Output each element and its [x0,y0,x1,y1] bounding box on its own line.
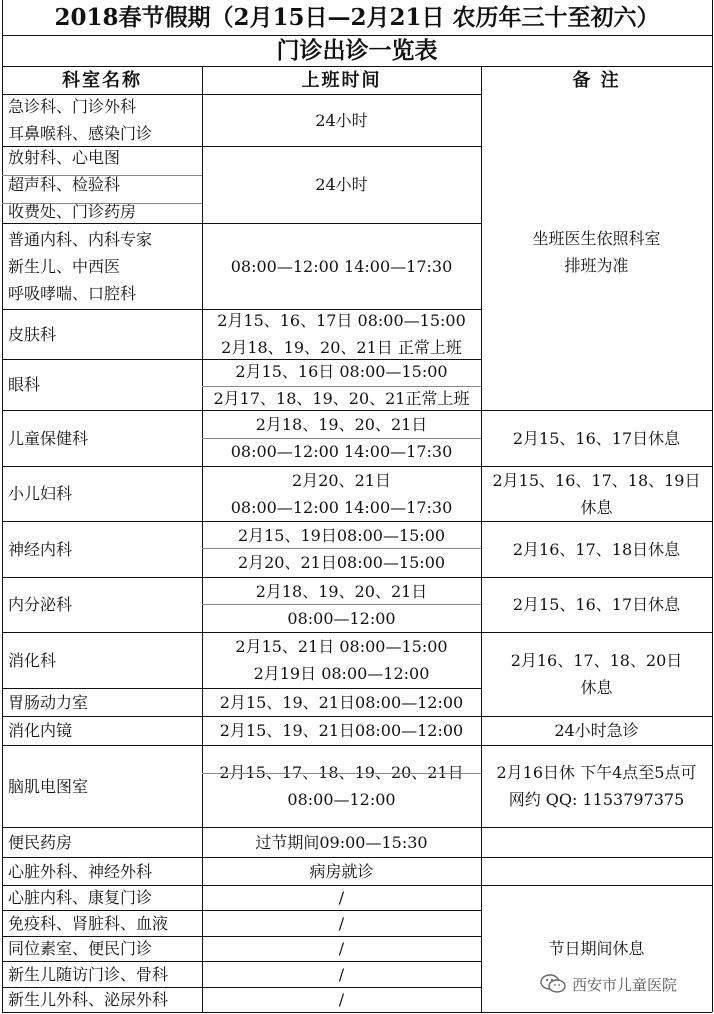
table-rule [2,936,481,937]
hours-cell [202,910,481,936]
table-rule [2,203,202,204]
dept-cell-line: 新生儿、中西医 [8,256,121,276]
table-rule [2,309,481,310]
dept-cell-line: 心脏外科、神经外科 [8,861,153,881]
hours-cell [202,745,481,827]
notes-cell-line: 网约 QQ: 1153797375 [508,790,685,809]
table-rule [2,716,481,717]
hours-cell [202,857,481,885]
table-rule [2,35,712,36]
dept-cell-line: 便民药房 [8,832,73,852]
notes-cell-line: 2月15、16、17日休息 [512,595,681,614]
notes-cell [481,745,712,827]
dept-cell [2,521,202,577]
dept-cell [2,688,202,716]
hours-cell-line: 2月20、21日08:00—15:00 [237,553,446,572]
hours-cell-line: 2月18、19、20、21日 [255,581,428,601]
table-rule [2,632,481,633]
table-rule [481,885,712,886]
dept-cell-line: 普通内科、内科专家 [8,229,153,249]
table-rule [2,410,481,411]
hours-cell [202,223,481,309]
table-rule [202,604,481,605]
header-hours-line: 上班时间 [301,69,382,91]
hours-cell-line: / [338,888,345,907]
table-rule [481,716,712,717]
table-rule [481,827,712,828]
hours-cell-line: 2月15、17、18、19、20、21日 [219,763,464,782]
dept-cell-line: 内分泌科 [8,595,73,614]
dept-cell [2,309,202,359]
hours-cell [202,521,481,577]
dept-cell [2,146,202,223]
table-rule [481,66,482,1012]
notes-merged-digestive [481,632,712,716]
hours-cell-line: 2月18、19、20、21日 正常上班 [221,338,462,357]
hours-cell-line: 08:00—12:00 14:00—17:30 [230,256,453,276]
dept-cell [2,359,202,410]
hours-cell-line: 08:00—12:00 14:00—17:30 [230,442,453,461]
hours-cell [202,936,481,961]
dept-cell-line: 脑肌电图室 [8,776,89,796]
table-rule [2,857,481,858]
hours-cell [202,987,481,1012]
table-rule [2,885,481,886]
dept-cell [2,827,202,857]
hours-cell [202,827,481,857]
table-rule [481,745,712,746]
hours-cell-line: 2月15、19日08:00—15:00 [237,526,446,545]
hours-cell-line: 2月17、18、19、20、21正常上班 [213,388,470,408]
hours-cell-line: 2月20、21日 [292,470,391,490]
dept-cell [2,94,202,146]
dept-cell-line: 同位素室、便民门诊 [8,939,153,958]
dept-cell [2,632,202,688]
table-rule [2,827,481,828]
dept-cell-line: 神经内科 [8,539,73,559]
table-rule [2,688,481,689]
hours-cell-line: 08:00—12:00 [287,608,396,628]
hours-cell [202,94,481,146]
watermark-text: 西安市儿童医院 [572,976,678,994]
table-rule [202,438,481,439]
table-rule [2,66,712,67]
dept-cell-line: 超声科、检验科 [8,175,121,194]
table-rule [2,521,481,522]
table-rule [481,632,712,633]
dept-cell-line: 眼科 [8,375,41,394]
dept-cell-line: 急诊科、门诊外科 [8,97,137,116]
wechat-icon [540,974,566,994]
hours-cell [202,359,481,410]
table-rule [202,548,481,549]
hours-cell-line: 24小时 [315,110,368,130]
dept-cell [2,987,202,1012]
dept-cell [2,885,202,910]
notes-merged-duty [481,94,712,410]
dept-cell [2,716,202,745]
table-rule [2,94,481,95]
table-rule [481,466,712,467]
hours-cell [202,466,481,521]
table-rule [481,577,712,578]
notes-cell [481,410,712,466]
dept-cell [2,223,202,309]
hours-cell [202,961,481,987]
notes-cell [481,716,712,745]
hours-cell-line: 2月19日 08:00—12:00 [253,664,430,683]
table-rule [2,146,481,147]
table-rule [712,0,713,1012]
hours-cell-line: 2月18、19、20、21日 [255,415,428,434]
dept-cell-line: 消化科 [8,650,57,670]
hours-cell [202,716,481,745]
dept-cell-line: 胃肠动力室 [8,692,89,712]
dept-cell [2,466,202,521]
table-rule [2,466,481,467]
table-rule [2,987,481,988]
table-rule [2,745,481,746]
watermark [540,973,677,995]
table-rule [202,66,203,1012]
header-dept [2,66,202,94]
hours-cell-line: 08:00—12:00 14:00—17:30 [230,497,453,517]
page-subtitle: 门诊出诊一览表 [276,37,438,64]
notes-cell-line: 2月16日休 下午4点至5点可 [496,763,697,782]
hours-cell-line: / [338,990,345,1009]
notes-merged-duty-line: 排班为准 [564,256,629,275]
dept-cell-line: 收费处、门诊药房 [8,202,137,221]
dept-cell [2,577,202,632]
table-rule [202,773,481,774]
page-title: 2018春节假期（2月15日—2月21日 农历年三十至初六） [54,4,660,31]
notes-cell-line: 2月15、16、17日休息 [512,428,681,448]
notes-merged-digestive-line: 2月16、17、18、20日 [510,651,683,670]
dept-cell-line: 消化内镜 [8,721,73,740]
notes-merged-duty-line: 坐班医生依照科室 [532,229,661,248]
header-hours [202,66,481,94]
dept-cell-line: 放射科、心电图 [8,148,121,167]
notes-merged-digestive-line: 休息 [580,678,613,697]
notes-cell [481,521,712,577]
dept-cell [2,745,202,827]
notes-cell [481,577,712,632]
dept-cell-line: 呼吸哮喘、口腔科 [8,283,137,303]
header-notes-line: 备 注 [572,69,621,91]
dept-cell [2,936,202,961]
dept-cell [2,410,202,466]
dept-cell-line: 免疫科、肾脏科、血液 [8,913,169,933]
notes-cell-line: 2月15、16、17、18、19日 [492,470,701,490]
dept-cell [2,910,202,936]
hours-cell [202,309,481,359]
hours-cell [202,146,481,223]
hours-cell-line: 2月15、19、21日08:00—12:00 [219,692,464,712]
table-rule [481,857,712,858]
dept-cell [2,857,202,885]
dept-cell-line: 新生儿随访门诊、骨科 [8,964,169,984]
table-rule [2,577,481,578]
dept-cell-line: 小儿妇科 [8,484,73,503]
table-rule [481,410,712,411]
table-rule [2,223,481,224]
table-rule [2,359,481,360]
hours-cell-line: 2月15、19、21日08:00—12:00 [219,721,464,740]
hours-cell [202,632,481,688]
dept-cell-line: 儿童保健科 [8,428,89,448]
dept-cell-line: 新生儿外科、泌尿外科 [8,990,169,1009]
hours-cell-line: / [338,913,345,933]
header-dept-line: 科室名称 [62,69,142,91]
table-rule [2,1012,712,1013]
table-rule [2,0,3,1012]
notes-cell-line: 休息 [580,497,613,517]
dept-cell-line: 皮肤科 [8,324,57,344]
dept-cell-line: 耳鼻喉科、感染门诊 [8,124,153,143]
dept-cell [2,961,202,987]
table-rule [2,175,202,176]
table-rule [202,386,481,387]
hours-cell-line: 24小时 [315,175,368,194]
notes-cell-line: 2月16、17、18日休息 [512,539,681,559]
hours-cell-line: / [338,939,345,958]
hours-cell-line: 病房就诊 [309,861,374,881]
hours-cell [202,885,481,910]
hours-cell-line: 2月15、16日 08:00—15:00 [235,361,448,381]
notes-cell-line: 24小时急诊 [554,721,639,740]
notes-cell [481,466,712,521]
hours-cell [202,688,481,716]
header-notes [481,66,712,94]
hours-cell-line: / [338,964,345,984]
hours-cell-line: 08:00—12:00 [287,790,396,809]
hours-cell-line: 过节期间09:00—15:30 [255,832,428,852]
hours-cell-line: 2月15、21日 08:00—15:00 [235,637,448,656]
table-rule [2,961,481,962]
table-rule [481,521,712,522]
table-rule [2,910,481,911]
notes-merged-holiday-line: 节日期间休息 [548,939,645,958]
hours-cell-line: 2月15、16、17日 08:00—15:00 [217,311,466,330]
dept-cell-line: 心脏内科、康复门诊 [8,888,153,907]
